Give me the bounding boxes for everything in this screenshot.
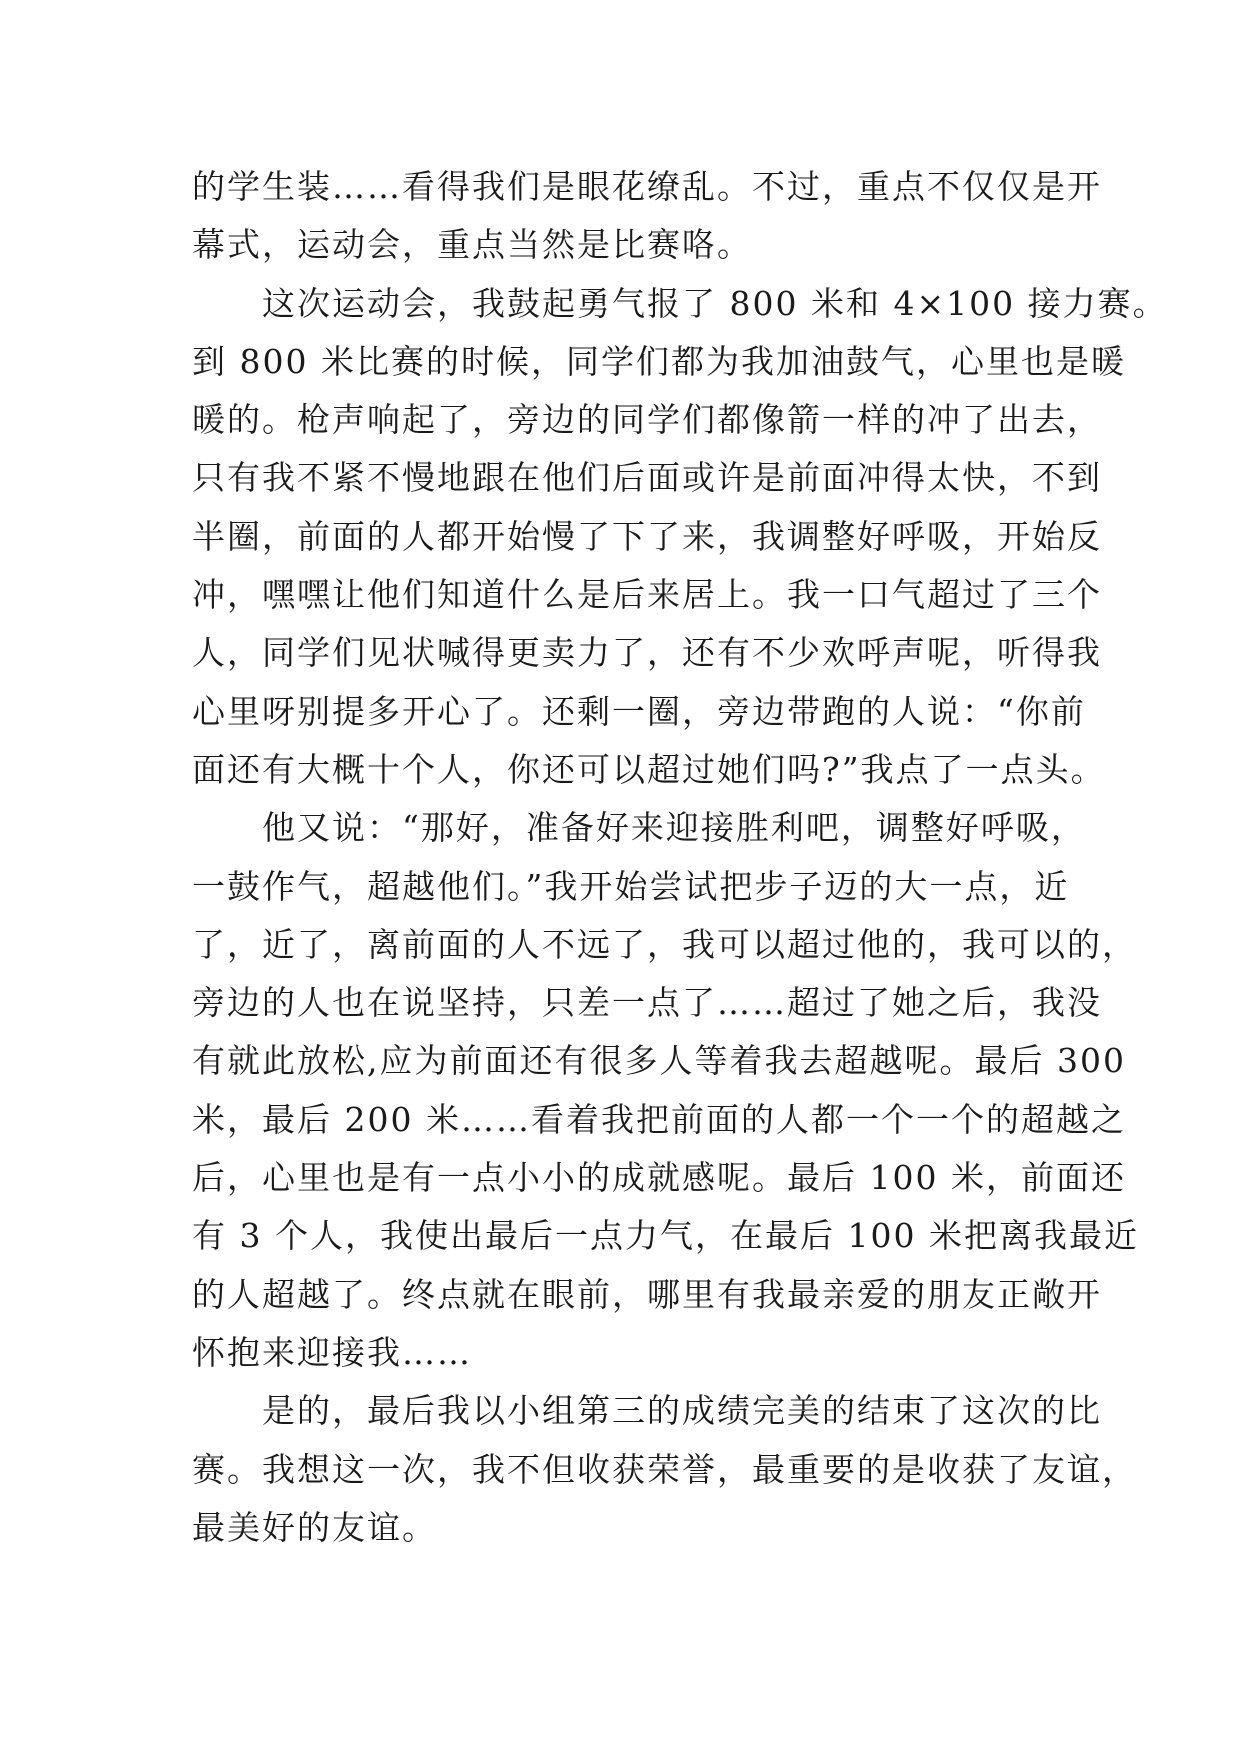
text-line: 一鼓作气，超越他们。”我开始尝试把步子迈的大一点，近 bbox=[192, 866, 1070, 906]
document-body bbox=[192, 158, 1168, 1557]
text-line: 人，同学们见状喊得更卖力了，还有不少欢呼声呢，听得我 bbox=[192, 633, 1102, 673]
text-line: 到 800 米比赛的时候，同学们都为我加油鼓气，心里也是暖 bbox=[192, 341, 1126, 381]
text-line: 这次运动会，我鼓起勇气报了 800 米和 4×100 接力赛。 bbox=[192, 283, 1168, 323]
text-line: 有 3 个人，我使出最后一点力气，在最后 100 米把离我最近 bbox=[192, 1216, 1139, 1256]
text-line: 半圈，前面的人都开始慢了下了来，我调整好呼吸，开始反 bbox=[192, 516, 1102, 556]
paragraph-4 bbox=[192, 1382, 1137, 1557]
paragraph-1 bbox=[192, 158, 1102, 275]
text-line: 米，最后 200 米……看着我把前面的人都一个一个的超越之 bbox=[192, 1099, 1126, 1139]
text-line: 了，近了，离前面的人不远了，我可以超过他的，我可以的， bbox=[192, 924, 1137, 964]
text-line: 最美好的友谊。 bbox=[192, 1507, 437, 1547]
text-line: 赛。我想这一次，我不但收获荣誉，最重要的是收获了友谊， bbox=[192, 1449, 1137, 1489]
text-line: 他又说：“那好，准备好来迎接胜利吧，调整好呼吸， bbox=[192, 808, 1086, 848]
text-line: 暖的。枪声响起了，旁边的同学们都像箭一样的冲了出去， bbox=[192, 400, 1102, 440]
text-line: 有就此放松,应为前面还有很多人等着我去超越呢。最后 300 bbox=[192, 1041, 1126, 1081]
paragraph-3 bbox=[192, 799, 1139, 1382]
text-line: 的人超越了。终点就在眼前，哪里有我最亲爱的朋友正敞开 bbox=[192, 1274, 1102, 1314]
text-line: 的学生装……看得我们是眼花缭乱。不过，重点不仅仅是开 bbox=[192, 167, 1102, 206]
text-line: 幕式，运动会，重点当然是比赛咯。 bbox=[192, 225, 752, 265]
text-line: 冲，嘿嘿让他们知道什么是后来居上。我一口气超过了三个 bbox=[192, 575, 1102, 615]
text-line: 旁边的人也在说坚持，只差一点了……超过了她之后，我没 bbox=[192, 983, 1102, 1023]
text-line: 怀抱来迎接我…… bbox=[192, 1332, 472, 1372]
paragraph-2 bbox=[192, 275, 1168, 800]
text-line: 只有我不紧不慢地跟在他们后面或许是前面冲得太快，不到 bbox=[192, 458, 1102, 498]
text-line: 是的，最后我以小组第三的成绩完美的结束了这次的比 bbox=[192, 1391, 1102, 1431]
text-line: 面还有大概十个人，你还可以超过她们吗?”我点了一点头。 bbox=[192, 749, 1106, 789]
text-line: 心里呀别提多开心了。还剩一圈，旁边带跑的人说：“你前 bbox=[192, 691, 1086, 731]
text-line: 后，心里也是有一点小小的成就感呢。最后 100 米，前面还 bbox=[192, 1158, 1126, 1198]
